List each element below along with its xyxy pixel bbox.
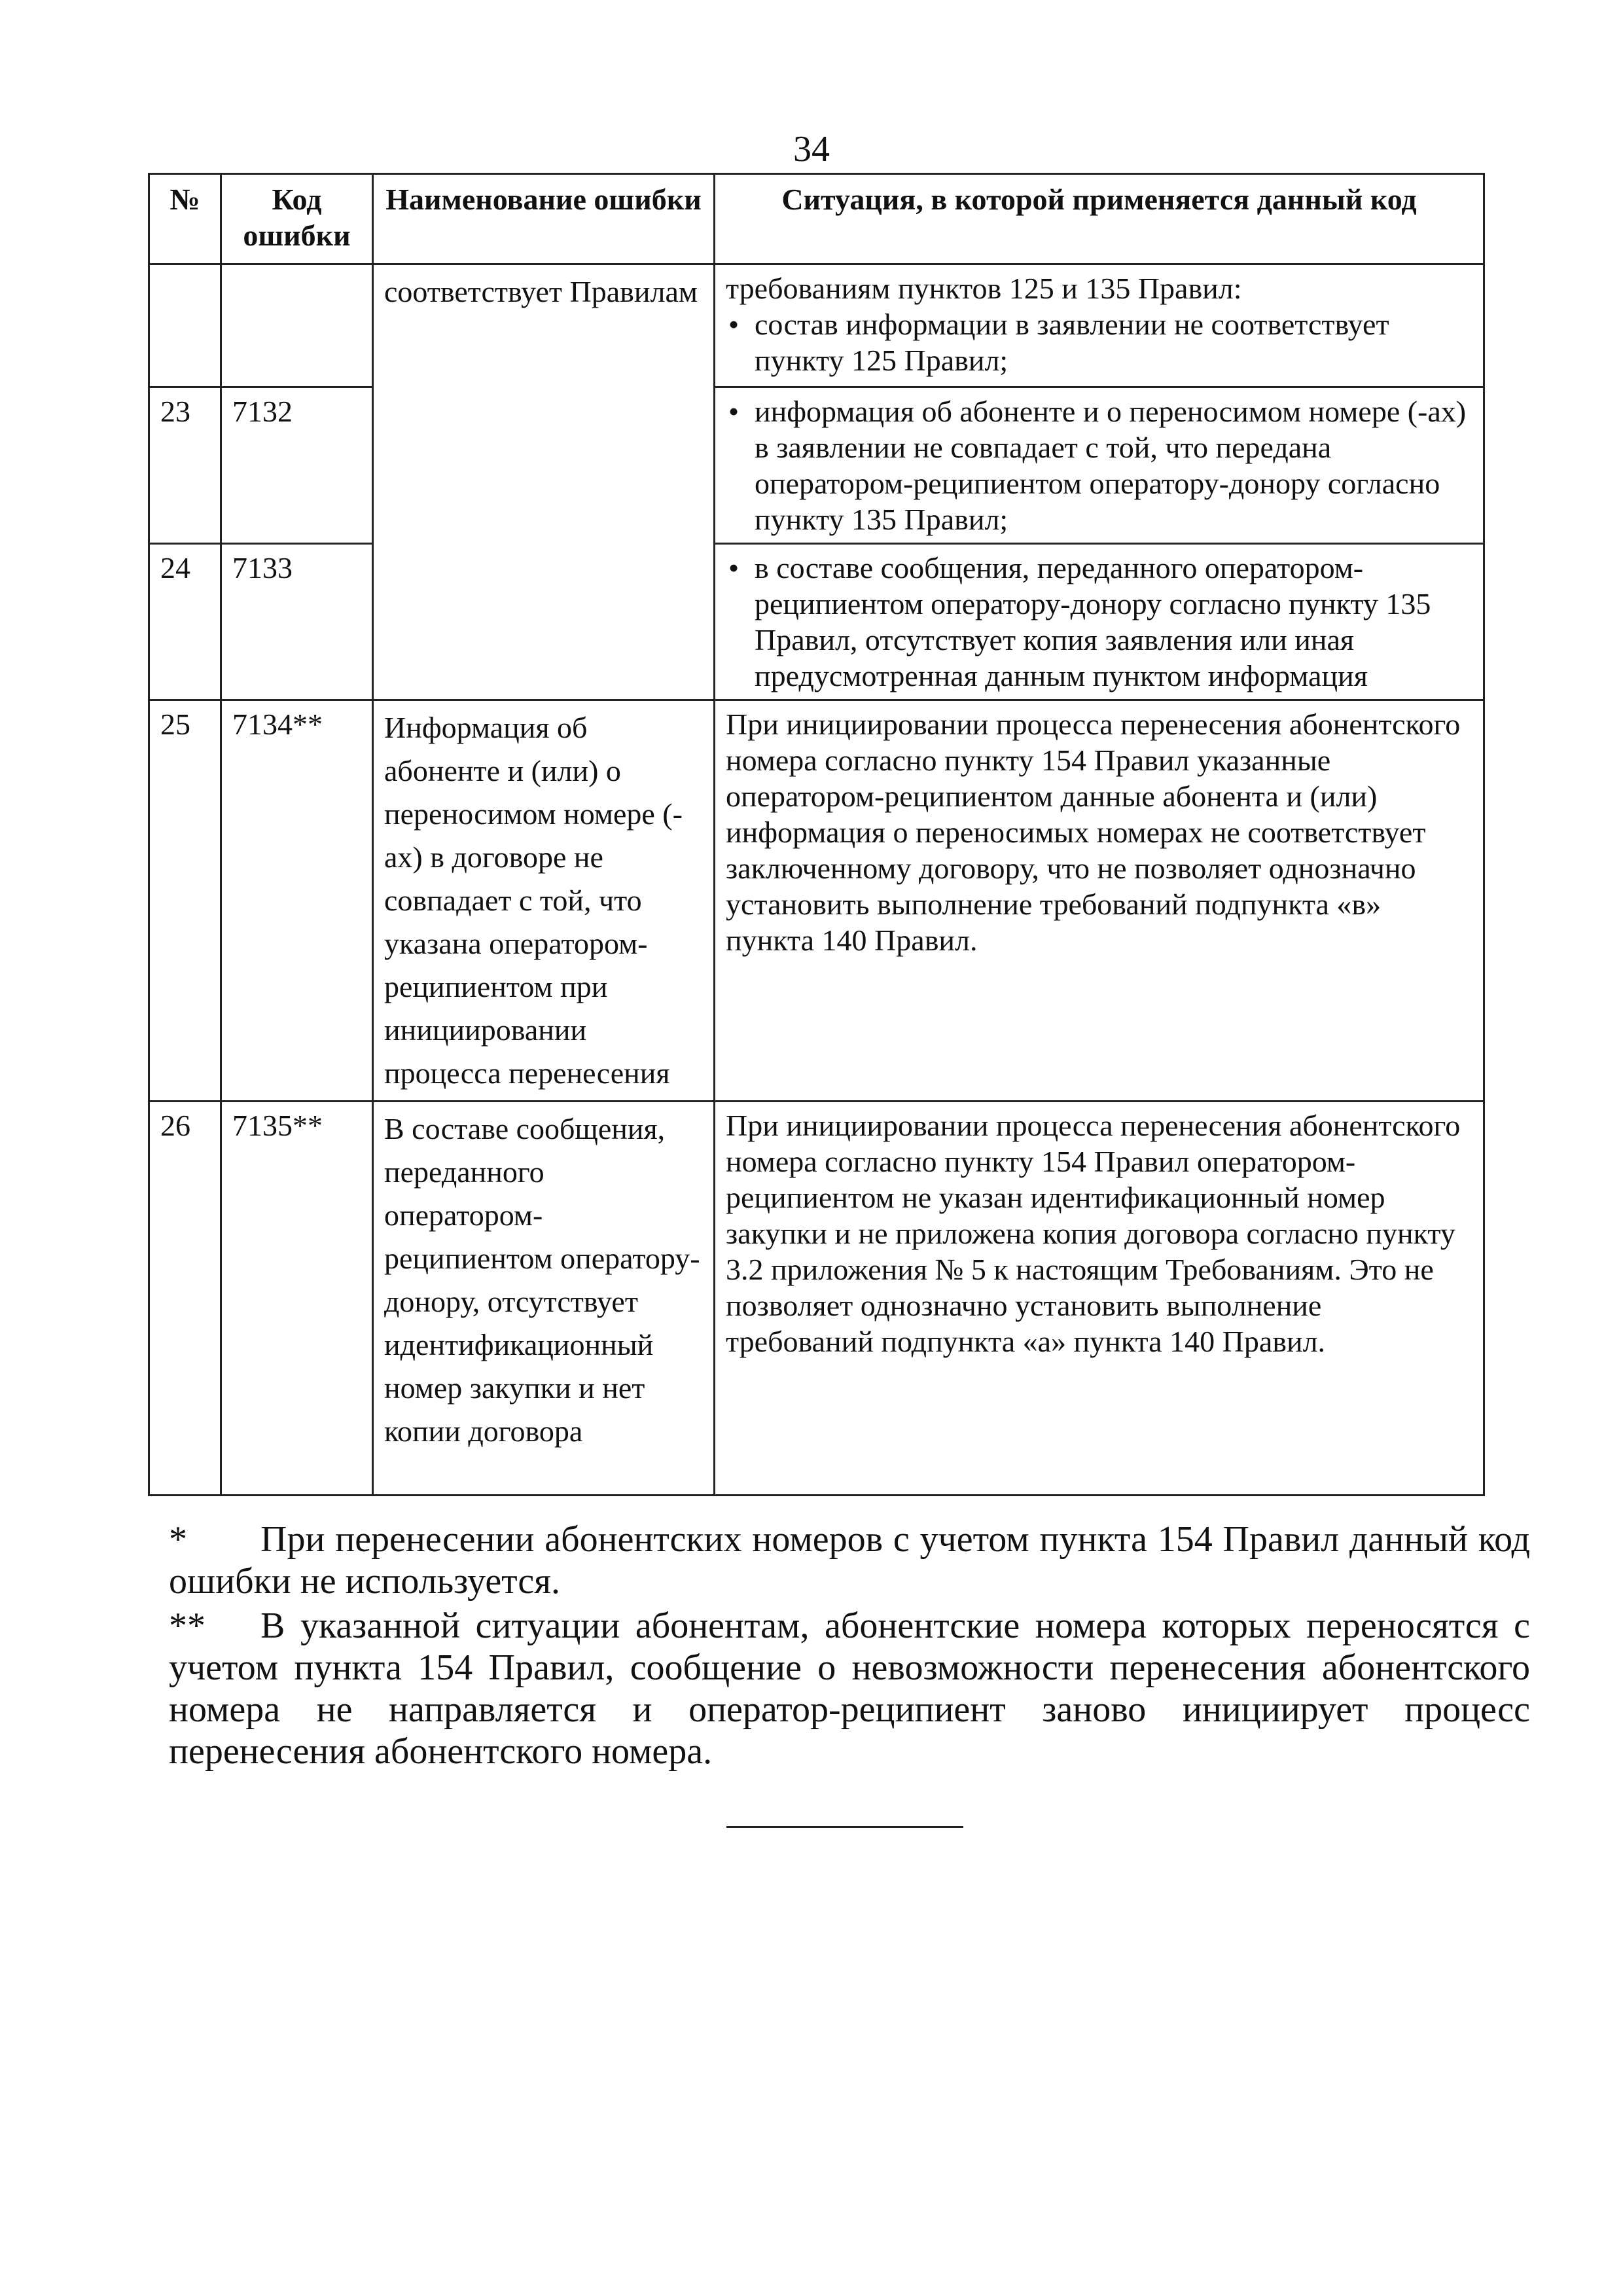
cell-code bbox=[221, 264, 373, 387]
bullet-list bbox=[726, 550, 1472, 694]
table-row-25 bbox=[149, 700, 1484, 1102]
bullet-item: • в составе сообщения, переданного оператором-реципиентом оператору-донору согласно пункту 135 Правил, отсутствует копия заявления или иная предусмотренная данным пунктом информация bbox=[755, 550, 1472, 694]
cell-code: 7134** bbox=[221, 700, 373, 1102]
cell-code: 7135** bbox=[221, 1102, 373, 1496]
cell-situation bbox=[715, 264, 1484, 387]
table-row-continued bbox=[149, 264, 1484, 387]
cell-situation bbox=[715, 387, 1484, 544]
footnote-mark: * bbox=[169, 1519, 187, 1560]
header-code: Код ошибки bbox=[221, 174, 373, 264]
cell-situation: При инициировании процесса перенесения абонентского номера согласно пункту 154 Правил оператором-реципиентом не указан идентификационный номер закупки и не приложена копия договора согласно пункту 3.2 приложения № 5 к настоящим Требованиям. Это не позволяет однозначно установить выполнение требований подпункта «а» пункта 140 Правил. bbox=[715, 1102, 1484, 1496]
cell-situation bbox=[715, 544, 1484, 700]
cell-number: 25 bbox=[149, 700, 221, 1102]
situation-intro: требованиям пунктов 125 и 135 Правил: bbox=[726, 272, 1242, 305]
bullet-list bbox=[726, 306, 1472, 378]
cell-code: 7133 bbox=[221, 544, 373, 700]
page-number: 34 bbox=[793, 129, 830, 170]
cell-number: 24 bbox=[149, 544, 221, 700]
cell-situation: При инициировании процесса перенесения абонентского номера согласно пункту 154 Правил указанные оператором-реципиентом данные абонента и (или) информация о переносимых номерах не соответствует заключенному договору, что не позволяет однозначно установить выполнение требований подпункта «в» пункта 140 Правил. bbox=[715, 700, 1484, 1102]
header-situation: Ситуация, в которой применяется данный код bbox=[715, 174, 1484, 264]
error-codes-table bbox=[148, 173, 1485, 1496]
table-row-24 bbox=[149, 544, 1484, 700]
cell-name: соответствует Правилам bbox=[373, 264, 715, 700]
cell-number bbox=[149, 264, 221, 387]
cell-code: 7132 bbox=[221, 387, 373, 544]
table-row-26 bbox=[149, 1102, 1484, 1496]
footnotes bbox=[169, 1518, 1530, 1775]
bullet-item: • информация об абоненте и о переносимом номере (-ах) в заявлении не совпадает с той, что передана оператором-реципиентом оператору-донору согласно пункту 135 Правил; bbox=[755, 393, 1472, 537]
footnote-text: В указанной ситуации абонентам, абонентские номера которых переносятся с учетом пункта 154 Правил, сообщение о невозможности перенесения абонентского номера не направляется и оператор-реципиент заново инициирует процесс перенесения абонентского номера. bbox=[169, 1605, 1530, 1772]
table-header-row bbox=[149, 174, 1484, 264]
footnote-single-asterisk bbox=[169, 1518, 1530, 1602]
header-name: Наименование ошибки bbox=[373, 174, 715, 264]
header-number: № bbox=[149, 174, 221, 264]
cell-number: 26 bbox=[149, 1102, 221, 1496]
table-row-23 bbox=[149, 387, 1484, 544]
footnote-double-asterisk bbox=[169, 1605, 1530, 1772]
cell-name: В составе сообщения, переданного оператором-реципиентом оператору-донору, отсутствует идентификационный номер закупки и нет копии договора bbox=[373, 1102, 715, 1496]
closing-rule bbox=[726, 1826, 963, 1828]
footnote-mark: ** bbox=[169, 1605, 205, 1646]
footnote-text: При перенесении абонентских номеров с учетом пункта 154 Правил данный код ошибки не используется. bbox=[169, 1519, 1530, 1602]
bullet-item: • состав информации в заявлении не соответствует пункту 125 Правил; bbox=[755, 306, 1472, 378]
cell-number: 23 bbox=[149, 387, 221, 544]
cell-name: Информация об абоненте и (или) о переносимом номере (-ах) в договоре не совпадает с той, что указана оператором-реципиентом при инициировании процесса перенесения bbox=[373, 700, 715, 1102]
bullet-list bbox=[726, 393, 1472, 537]
